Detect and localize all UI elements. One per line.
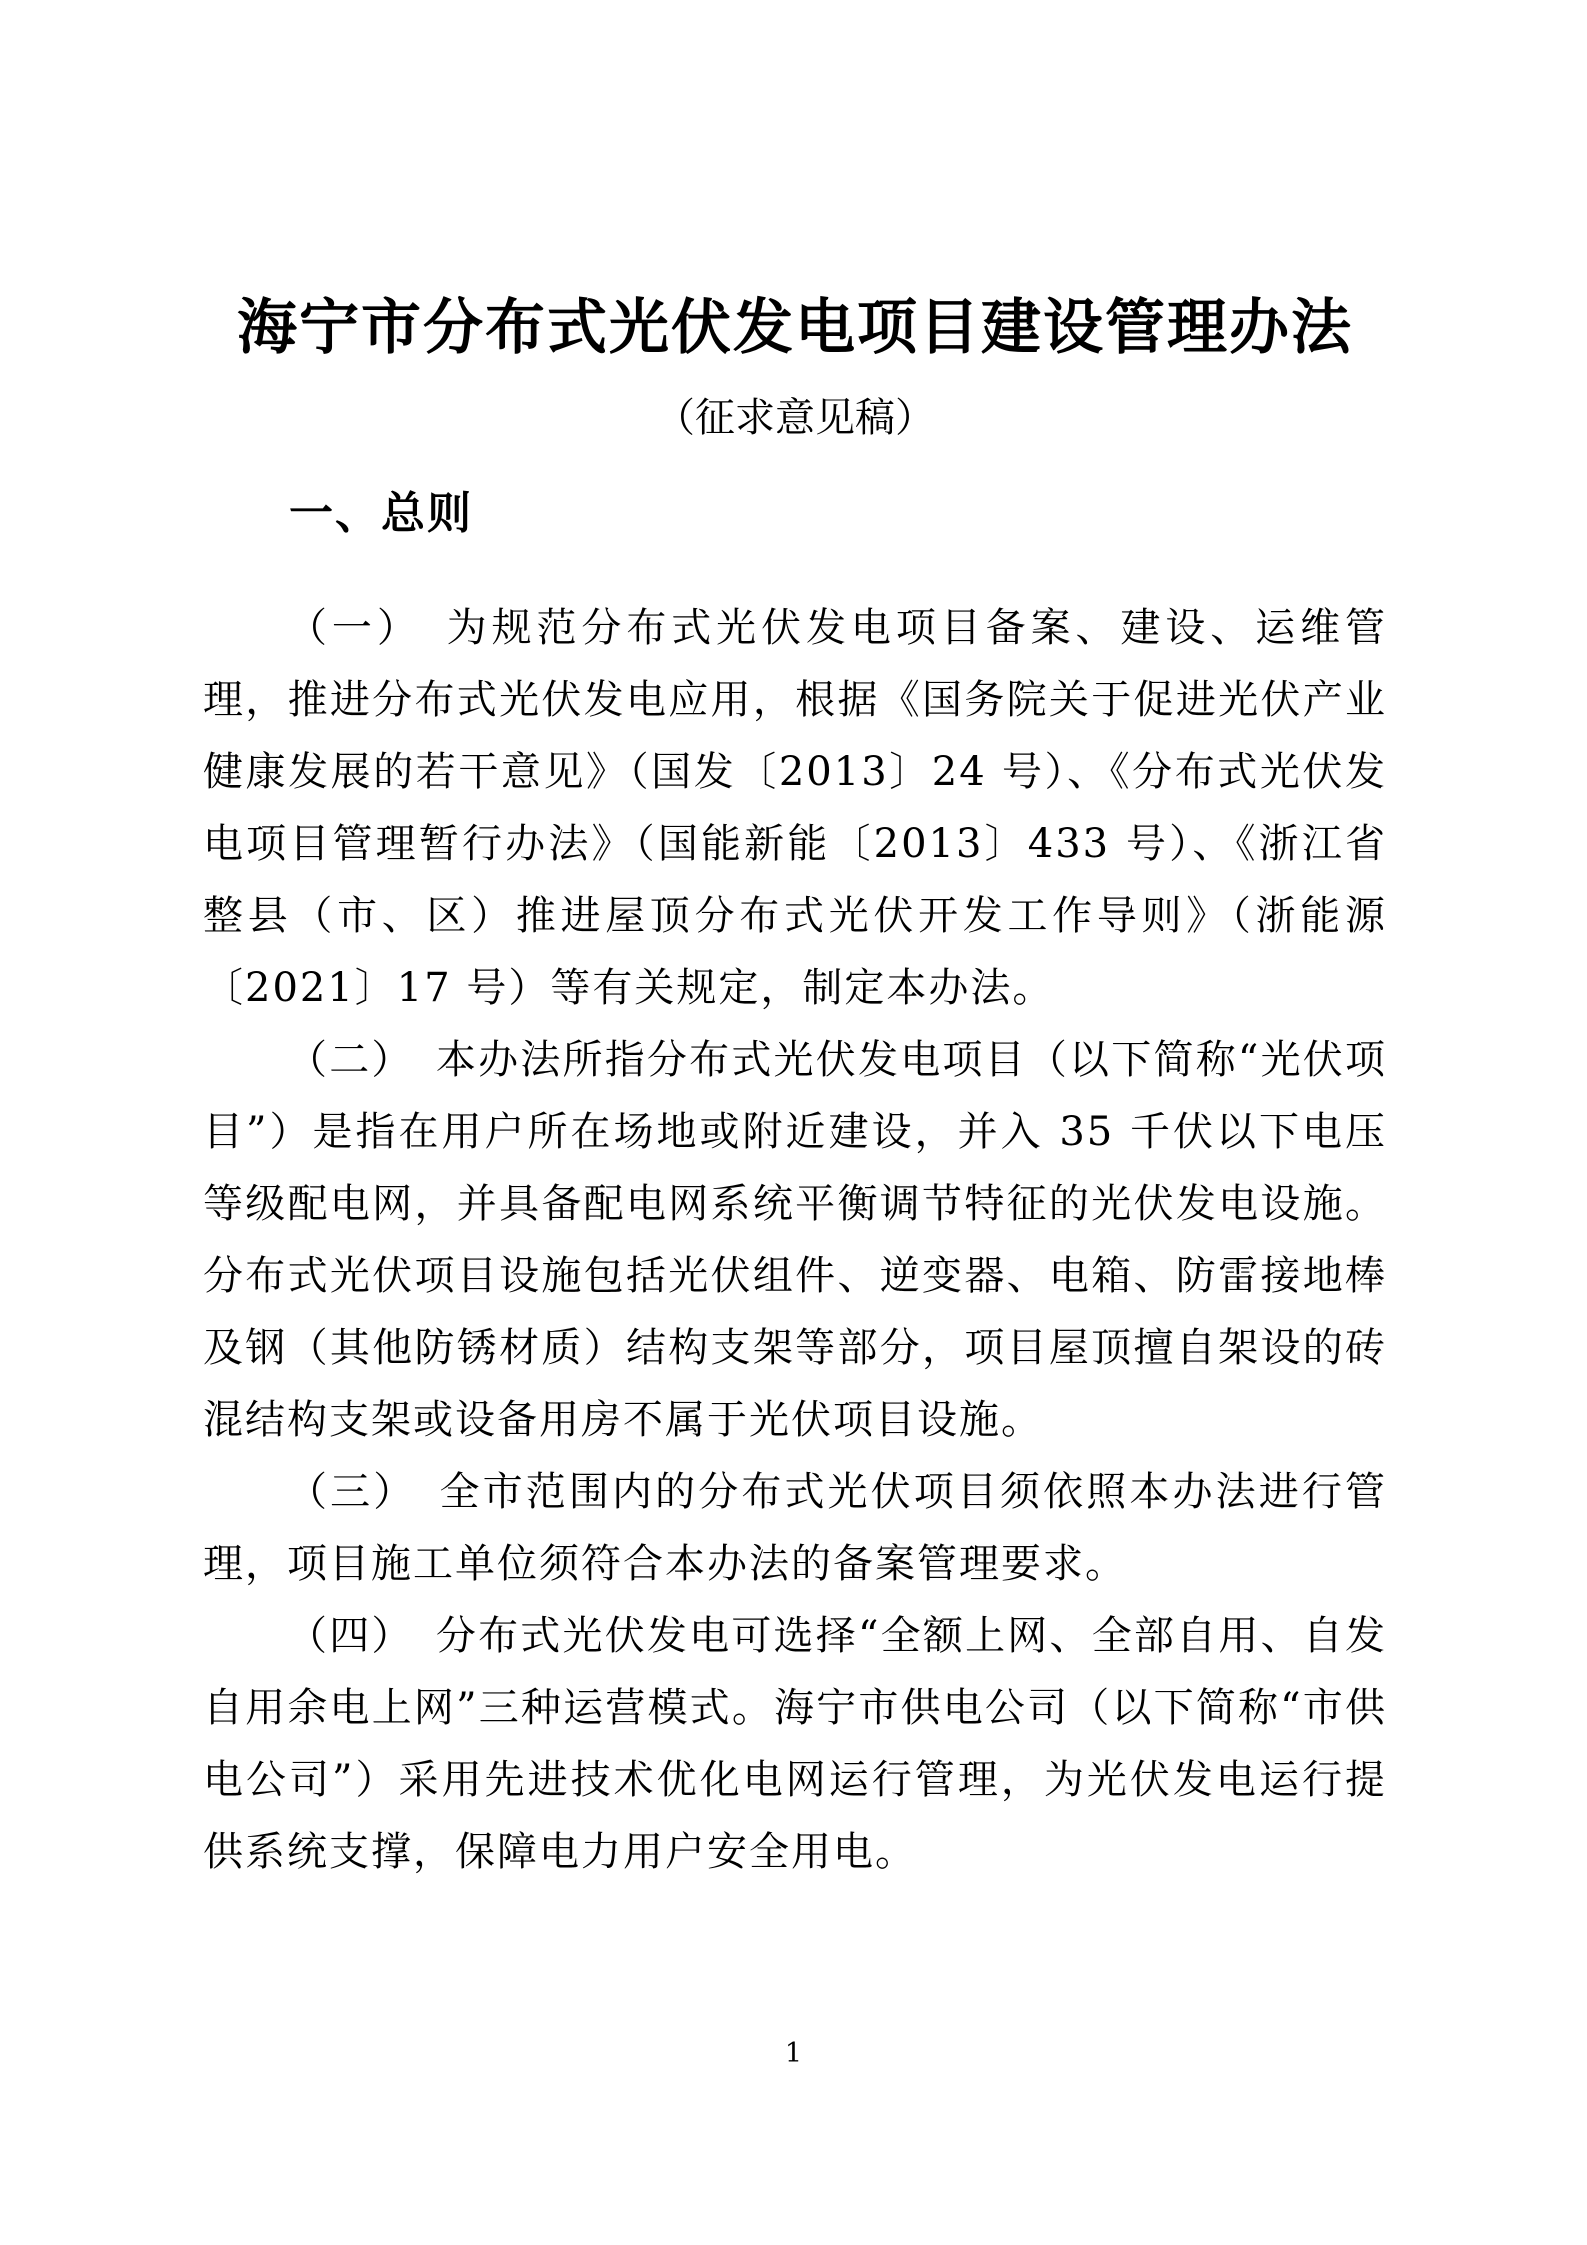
document-title: 海宁市分布式光伏发电项目建设管理办法 <box>237 293 1353 363</box>
paragraph-1: （一） 为规范分布式光伏发电项目备案、建设、运维管理，推进分布式光伏发电应用，根据《国务院关于促进光伏产业健康发展的若干意见》（国发〔2013〕24 号）、《分布式光伏发电项目管理暂行办法》（国能新能〔2013〕433 号）、《浙江省整县（市、区）推进屋顶分布式光伏开发工作导则》（浙能源〔2021〕17 号）等有关规定，制定本办法。 <box>203 605 1387 1011</box>
section-body <box>203 592 1387 1888</box>
section-heading-general-provisions: 一、总则 <box>289 488 473 539</box>
paragraph-4: （四） 分布式光伏发电可选择“全额上网、全部自用、自发自用余电上网”三种运营模式。海宁市供电公司（以下简称“市供电公司”）采用先进技术优化电网运行管理，为光伏发电运行提供系统支撑，保障电力用户安全用电。 <box>203 1613 1387 1875</box>
page-number: 1 <box>784 2038 803 2069</box>
paragraph-2: （二） 本办法所指分布式光伏发电项目（以下简称“光伏项目”）是指在用户所在场地或附近建设，并入 35 千伏以下电压等级配电网，并具备配电网系统平衡调节特征的光伏发电设施。分布式光伏项目设施包括光伏组件、逆变器、电箱、防雷接地棒及钢（其他防锈材质）结构支架等部分，项目屋顶擅自架设的砖混结构支架或设备用房不属于光伏项目设施。 <box>203 1037 1387 1443</box>
document-subtitle: （征求意见稿） <box>655 395 935 441</box>
paragraph-3: （三） 全市范围内的分布式光伏项目须依照本办法进行管理，项目施工单位须符合本办法的备案管理要求。 <box>203 1469 1387 1587</box>
